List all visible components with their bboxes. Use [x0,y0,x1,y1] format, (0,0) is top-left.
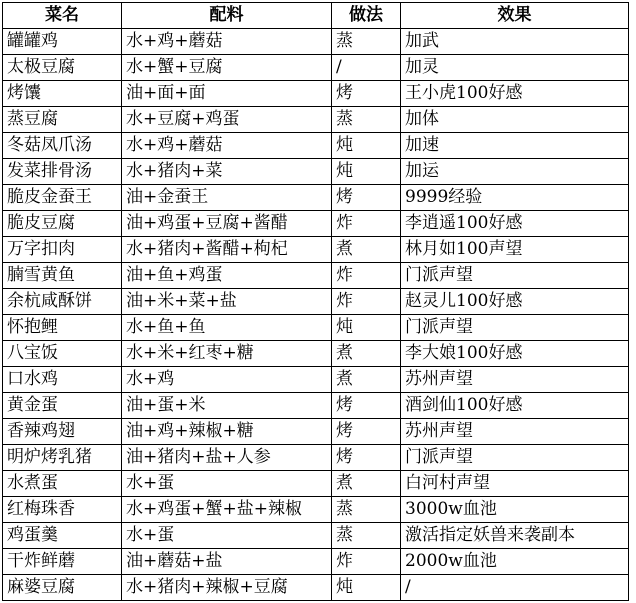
method-cell: 炸 [332,263,401,289]
effect-cell: / [401,575,629,601]
ingredients-cell: 油+鸡蛋+豆腐+酱醋 [122,211,332,237]
table-row [3,315,629,341]
dish-name-cell: 麻婆豆腐 [3,575,122,601]
ingredients-cell: 水+猪肉+辣椒+豆腐 [122,575,332,601]
table-row [3,445,629,471]
effect-cell: 2000w血池 [401,549,629,575]
table-row [3,523,629,549]
table-row [3,29,629,55]
dish-name-cell: 八宝饭 [3,341,122,367]
method-cell: 煮 [332,471,401,497]
header-method: 做法 [332,3,401,29]
effect-cell: 林月如100声望 [401,237,629,263]
effect-cell: 加灵 [401,55,629,81]
table-row [3,211,629,237]
effect-cell: 苏州声望 [401,419,629,445]
table-row [3,367,629,393]
ingredients-cell: 油+蘑菇+盐 [122,549,332,575]
ingredients-cell: 水+猪肉+酱醋+枸杞 [122,237,332,263]
method-cell: 煮 [332,367,401,393]
effect-cell: 激活指定妖兽来袭副本 [401,523,629,549]
dish-name-cell: 干炸鲜蘑 [3,549,122,575]
method-cell: 蒸 [332,497,401,523]
effect-cell: 酒剑仙100好感 [401,393,629,419]
method-cell: 炖 [332,315,401,341]
effect-cell: 加运 [401,159,629,185]
table-row [3,237,629,263]
ingredients-cell: 油+蛋+米 [122,393,332,419]
dish-name-cell: 脆皮豆腐 [3,211,122,237]
effect-cell: 9999经验 [401,185,629,211]
ingredients-cell: 水+猪肉+菜 [122,159,332,185]
method-cell: 煮 [332,341,401,367]
effect-cell: 门派声望 [401,263,629,289]
header-effect: 效果 [401,3,629,29]
table-row [3,133,629,159]
ingredients-cell: 油+猪肉+盐+人参 [122,445,332,471]
method-cell: 烤 [332,393,401,419]
dish-name-cell: 罐罐鸡 [3,29,122,55]
dish-name-cell: 腩雪黄鱼 [3,263,122,289]
effect-cell: 白河村声望 [401,471,629,497]
ingredients-cell: 油+米+菜+盐 [122,289,332,315]
ingredients-cell: 水+蛋 [122,471,332,497]
dish-name-cell: 发菜排骨汤 [3,159,122,185]
ingredients-cell: 水+蟹+豆腐 [122,55,332,81]
dish-name-cell: 黄金蛋 [3,393,122,419]
dish-name-cell: 蒸豆腐 [3,107,122,133]
method-cell: 炸 [332,289,401,315]
header-row [3,3,629,29]
table-row [3,419,629,445]
table-row [3,289,629,315]
method-cell: 炸 [332,211,401,237]
table-row [3,55,629,81]
header-dish-name: 菜名 [3,3,122,29]
method-cell: 炖 [332,159,401,185]
dish-name-cell: 脆皮金蚕王 [3,185,122,211]
dish-name-cell: 太极豆腐 [3,55,122,81]
dish-name-cell: 明炉烤乳猪 [3,445,122,471]
ingredients-cell: 水+豆腐+鸡蛋 [122,107,332,133]
ingredients-cell: 油+金蚕王 [122,185,332,211]
effect-cell: 门派声望 [401,315,629,341]
dish-name-cell: 万字扣肉 [3,237,122,263]
method-cell: 烤 [332,185,401,211]
ingredients-cell: 水+鸡+蘑菇 [122,133,332,159]
effect-cell: 加武 [401,29,629,55]
ingredients-cell: 水+鸡+蘑菇 [122,29,332,55]
table-row [3,497,629,523]
ingredients-cell: 水+蛋 [122,523,332,549]
table-row [3,393,629,419]
effect-cell: 门派声望 [401,445,629,471]
dish-name-cell: 余杭咸酥饼 [3,289,122,315]
recipe-table [2,2,629,601]
ingredients-cell: 水+鸡 [122,367,332,393]
table-row [3,575,629,601]
ingredients-cell: 水+米+红枣+糖 [122,341,332,367]
dish-name-cell: 冬菇凤爪汤 [3,133,122,159]
table-row [3,185,629,211]
method-cell: 烤 [332,81,401,107]
effect-cell: 加速 [401,133,629,159]
method-cell: 烤 [332,445,401,471]
ingredients-cell: 油+鸡+辣椒+糖 [122,419,332,445]
ingredients-cell: 水+鱼+鱼 [122,315,332,341]
table-row [3,341,629,367]
dish-name-cell: 水煮蛋 [3,471,122,497]
method-cell: 炖 [332,133,401,159]
dish-name-cell: 烤馕 [3,81,122,107]
effect-cell: 李逍遥100好感 [401,211,629,237]
effect-cell: 苏州声望 [401,367,629,393]
header-ingredients: 配料 [122,3,332,29]
method-cell: / [332,55,401,81]
table-row [3,549,629,575]
effect-cell: 李大娘100好感 [401,341,629,367]
ingredients-cell: 水+鸡蛋+蟹+盐+辣椒 [122,497,332,523]
dish-name-cell: 怀抱鲤 [3,315,122,341]
method-cell: 蒸 [332,107,401,133]
method-cell: 炖 [332,575,401,601]
dish-name-cell: 鸡蛋羹 [3,523,122,549]
method-cell: 烤 [332,419,401,445]
ingredients-cell: 油+鱼+鸡蛋 [122,263,332,289]
table-row [3,81,629,107]
dish-name-cell: 香辣鸡翅 [3,419,122,445]
ingredients-cell: 油+面+面 [122,81,332,107]
dish-name-cell: 红梅珠香 [3,497,122,523]
dish-name-cell: 口水鸡 [3,367,122,393]
effect-cell: 赵灵儿100好感 [401,289,629,315]
table-row [3,471,629,497]
method-cell: 炸 [332,549,401,575]
table-row [3,107,629,133]
method-cell: 蒸 [332,29,401,55]
effect-cell: 3000w血池 [401,497,629,523]
table-row [3,263,629,289]
method-cell: 蒸 [332,523,401,549]
method-cell: 煮 [332,237,401,263]
effect-cell: 王小虎100好感 [401,81,629,107]
table-row [3,159,629,185]
effect-cell: 加体 [401,107,629,133]
